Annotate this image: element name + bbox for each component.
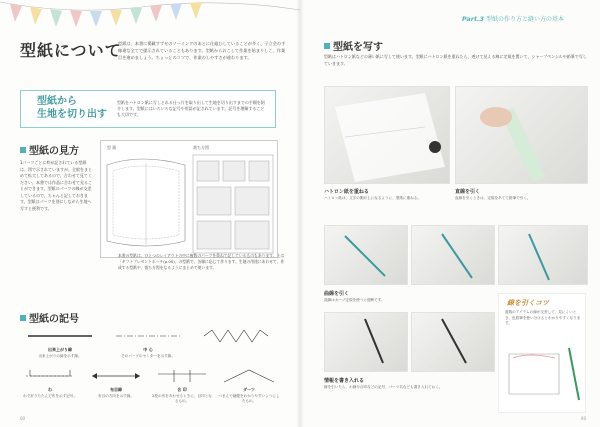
symbol-wa: わ わで折りたたんだ布を示す記号。 bbox=[20, 366, 80, 402]
caption-1-title: ハトロン紙を重ねる bbox=[324, 189, 369, 195]
curve-photo-2 bbox=[412, 226, 495, 285]
hint-title: 線を引くコツ bbox=[507, 299, 549, 307]
caption-4-title: 情報を書き入れる bbox=[324, 378, 365, 384]
page-number-right: 00 bbox=[580, 416, 586, 421]
right-page bbox=[300, 0, 600, 427]
right-intro: 型紙はハトロン紙などの薄い紙に写して使います。型紙にハトロン紙を重ねたら、透けて見える線に定規を置いて、シャープペンシルや鉛筆で写していきます。 bbox=[324, 54, 587, 66]
diagram-label-layout: 裁ち方図 bbox=[193, 145, 209, 150]
ruler-photo bbox=[456, 87, 588, 184]
section-kigou bbox=[20, 310, 79, 325]
pattern-note: 本書の型紙は、ひとつのレイアウトの中に複数のパーツを重ねて記しているものもあります。上は「ギフトプレゼントポーチ(p.00)」の型紙で、各線に応じて作ります。生地の用途にあわせて、作成する型紙や、裁ち方図をなるようにまとめて使います。 bbox=[118, 253, 285, 270]
photo-info-2 bbox=[411, 312, 495, 372]
hint-text: 複数のアイテムの線が交差して、見にくいとき、色鉛筆を使い分けるとわかりやすくなります。 bbox=[505, 310, 581, 325]
section-utsusu-label: 型紙を写す bbox=[333, 42, 383, 53]
intro-text: 型紙は、本書に掲載すずせのソーイングのあとに仕組むしていることが多く、子立会の手線違な全てで提示されていることもあります。型紙からおこして作業を始まりしこ、作業目を進めましょう。ちょっとのコツで、作業のしやすさが違わります。 bbox=[118, 41, 286, 60]
notch-icon bbox=[152, 366, 212, 386]
photo-curve-2 bbox=[411, 225, 495, 285]
fold-line-icon bbox=[20, 366, 80, 386]
section-square-icon bbox=[324, 43, 330, 49]
caption-2-text: 直線を引くときは、定規をあてて鉛筆で引く。 bbox=[455, 196, 531, 200]
zigzag-icon bbox=[196, 326, 276, 346]
grain-arrow-icon bbox=[86, 366, 146, 386]
caption-4-text: 線を引いたら、わ線や合印などの記号、パーツ名なども書き入れておく。 bbox=[324, 385, 443, 389]
photo-curve-3 bbox=[498, 225, 588, 285]
pattern-diagram bbox=[100, 140, 278, 258]
caption-2-title: 直線を引く bbox=[455, 189, 481, 195]
header-text: 型紙の作り方と縫い方の基本 bbox=[485, 16, 564, 23]
section-mihon-label: 型紙の見方 bbox=[29, 146, 79, 157]
book-gutter bbox=[296, 0, 304, 427]
hint-illustration bbox=[499, 344, 587, 404]
section-square-icon bbox=[20, 147, 26, 153]
tracing-photo bbox=[325, 87, 450, 184]
symbol-grain: 布目線 布目の方向を示す線。 bbox=[86, 366, 146, 402]
running-header bbox=[462, 14, 564, 23]
caption-1-text: ハトロン紙は、文字の側が上になるように、型紙に重ねる。 bbox=[324, 196, 421, 200]
cut-fabric-box bbox=[20, 90, 276, 128]
section-kigou-label: 型紙の記号 bbox=[29, 314, 79, 325]
symbol-center: 中 心 そのパーツのセンターを示す線。 bbox=[108, 326, 188, 362]
page-title: 型紙について bbox=[20, 41, 122, 60]
caption-3-text: 曲線はカーブ定規を使うと便利です。 bbox=[324, 298, 385, 302]
symbol-dart: ダーツ つまんで縫製をわかりやすいようにしたもの。 bbox=[218, 366, 280, 402]
part-label: Part.3 bbox=[462, 15, 485, 23]
photo-curve-1 bbox=[324, 225, 408, 285]
curve-photo-3 bbox=[499, 226, 588, 285]
info-photo-2 bbox=[412, 313, 495, 372]
symbol-blank bbox=[196, 326, 276, 362]
symbol-legend bbox=[20, 326, 280, 408]
section-square-icon bbox=[20, 315, 26, 321]
diagram-label-pattern: 型 紙 bbox=[107, 145, 117, 150]
section-mihon bbox=[20, 142, 79, 157]
symbol-notch: 合 印 2枚の布をあわせるときに、目印となるもの。 bbox=[152, 366, 212, 402]
section-utsusu bbox=[324, 38, 383, 53]
mihon-text: 1パーツごとに枠が記されている型紙は、図で示されていますが、全般をまとめて拡大してあるので、合わせて見てください。本書では作品に合わせて見ることができます。型紙のパーツの線が交差しているので、ちゃんと記しておきます。型紙はパーツを別にしながら生地へ写すと便利です。 bbox=[20, 160, 92, 211]
dart-icon bbox=[218, 366, 280, 386]
center-line-icon bbox=[108, 326, 188, 346]
page-number-left: 00 bbox=[20, 416, 26, 421]
info-photo-1 bbox=[325, 313, 408, 372]
caption-3-title: 曲線を引く bbox=[324, 291, 350, 297]
photo-ruler-line bbox=[455, 86, 588, 184]
photo-info-1 bbox=[324, 312, 408, 372]
pattern-drawing bbox=[101, 141, 279, 259]
hint-box bbox=[498, 293, 586, 413]
box-title-line-1: 型紙から bbox=[37, 96, 77, 107]
box-title-line-2: 生地を切り出す bbox=[37, 109, 107, 120]
photo-overlay-paper bbox=[324, 86, 450, 184]
finish-line-icon bbox=[20, 326, 100, 346]
bunting-decoration bbox=[0, 0, 300, 34]
curve-photo-1 bbox=[325, 226, 408, 285]
box-text: 型紙をハトロン紙に写しとれる仕っ片を取り出して生地を切り出すまでの手順を紹介します。型紙にはいろいろな記号や用語が記されています。記号を理解することも大切です。 bbox=[117, 100, 265, 117]
box-title bbox=[37, 95, 107, 121]
symbol-finish-line: 出来上がり線 出来上がりの線を示す線。 bbox=[20, 326, 100, 362]
